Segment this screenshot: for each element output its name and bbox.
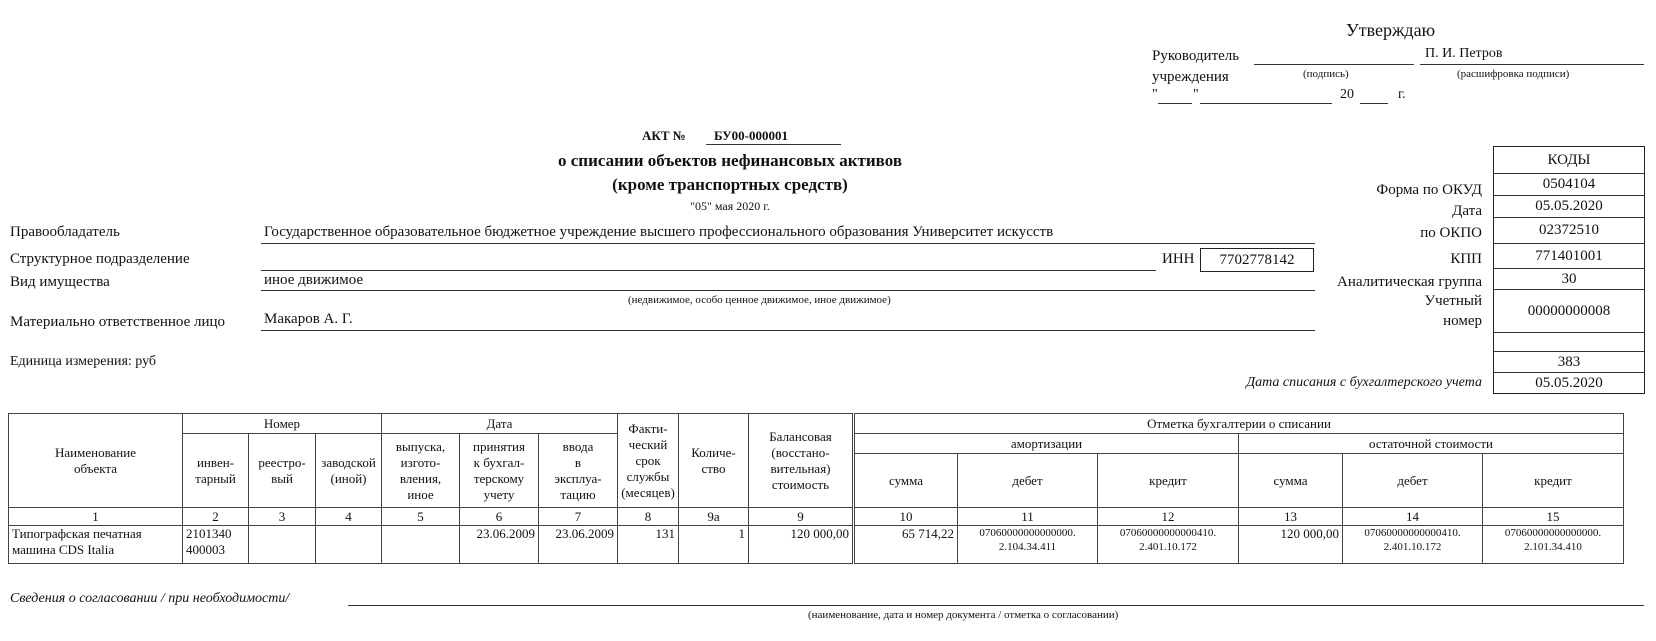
date-label: Дата <box>1452 203 1482 219</box>
cell-amort-credit: 07060000000000410. 2.401.10.172 <box>1098 526 1239 564</box>
cell-amort-sum: 65 714,22 <box>854 526 958 564</box>
header-name: Наименование объекта <box>9 414 183 508</box>
group-code: 30 <box>1494 269 1644 290</box>
header-balance: Балансовая (восстано- вительная) стоимость <box>749 414 854 508</box>
header-resid-credit: кредит <box>1483 454 1624 508</box>
cell-inventory: 2101340 400003 <box>183 526 249 564</box>
quote-close: " <box>1193 87 1199 102</box>
division-label: Структурное подразделение <box>10 251 190 267</box>
inn-value: 7702778142 <box>1200 248 1314 272</box>
head-label-2: учреждения <box>1152 69 1229 85</box>
responsible-value: Макаров А. Г. <box>264 311 353 327</box>
month-line <box>1200 103 1332 104</box>
header-resid-debit: дебет <box>1343 454 1483 508</box>
cell-factory <box>316 526 382 564</box>
cell-resid-debit: 07060000000000410. 2.401.10.172 <box>1343 526 1483 564</box>
cell-accepted: 23.06.2009 <box>460 526 539 564</box>
cell-resid-credit: 07060000000000000. 2.101.34.410 <box>1483 526 1624 564</box>
kpp-code: 771401001 <box>1494 244 1644 269</box>
responsible-label: Материально ответственное лицо <box>10 314 226 330</box>
cell-qty: 1 <box>679 526 749 564</box>
unit-code: 383 <box>1494 352 1644 373</box>
header-amort-sum: сумма <box>854 454 958 508</box>
col-number: 15 <box>1483 508 1624 526</box>
col-number: 12 <box>1098 508 1239 526</box>
act-number-line <box>706 144 841 145</box>
responsible-line <box>261 330 1315 331</box>
cell-name: Типографская печатная машина CDS Italia <box>9 526 183 564</box>
header-life: Факти- ческий срок службы (месяцев) <box>618 414 679 508</box>
cell-amort-debit: 07060000000000000. 2.104.34.411 <box>958 526 1098 564</box>
agree-line <box>348 605 1644 606</box>
approve-title: Утверждаю <box>1346 20 1436 40</box>
col-number: 9а <box>679 508 749 526</box>
header-inventory: инвен- тарный <box>183 434 249 508</box>
property-value: иное движимое <box>264 272 364 288</box>
division-line <box>261 270 1156 271</box>
col-number: 6 <box>460 508 539 526</box>
codes-header: КОДЫ <box>1494 147 1644 174</box>
col-number: 11 <box>958 508 1098 526</box>
agree-hint: (наименование, дата и номер документа / отметка о согласовании) <box>808 609 1119 621</box>
col-number: 9 <box>749 508 854 526</box>
header-number: Номер <box>183 414 382 434</box>
group-label: Аналитическая группа <box>1336 274 1482 290</box>
kpp-label: КПП <box>1450 251 1482 267</box>
agree-label: Сведения о согласовании / при необходимости/ <box>10 591 290 606</box>
property-hint: (недвижимое, особо ценное движимое, иное движимое) <box>628 294 891 306</box>
table-row <box>9 526 1624 564</box>
owner-line <box>261 243 1315 244</box>
header-made: выпуска, изгото- вления, иное <box>382 434 460 508</box>
col-number: 4 <box>316 508 382 526</box>
act-number: БУ00-000001 <box>714 128 789 143</box>
col-number: 14 <box>1343 508 1483 526</box>
year-suffix: г. <box>1398 87 1406 102</box>
header-qty: Количе- ство <box>679 414 749 508</box>
col-number: 13 <box>1239 508 1343 526</box>
header-residual: остаточной стоимости <box>1239 434 1624 454</box>
year-prefix: 20 <box>1340 87 1354 102</box>
header-mark: Отметка бухгалтерии о списании <box>854 414 1624 434</box>
col-number: 3 <box>249 508 316 526</box>
inn-label: ИНН <box>1162 251 1195 267</box>
year-line <box>1360 103 1388 104</box>
account-label: Учетный <box>1424 293 1482 309</box>
owner-value: Государственное образовательное бюджетное учреждение высшего профессионального образования Университет искусств <box>264 224 1054 240</box>
act-number-label: АКТ № <box>642 128 686 143</box>
unit-label: Единица измерения: руб <box>10 354 157 369</box>
header-used: ввода в эксплуа- тацию <box>539 434 618 508</box>
header-resid-sum: сумма <box>1239 454 1343 508</box>
writeoff-date: 05.05.2020 <box>1535 375 1603 391</box>
col-number: 2 <box>183 508 249 526</box>
col-number: 8 <box>618 508 679 526</box>
cell-made <box>382 526 460 564</box>
header-registry: реестро- вый <box>249 434 316 508</box>
act-subtitle: (кроме транспортных средств) <box>612 175 848 194</box>
blank-code <box>1494 333 1644 352</box>
col-number: 1 <box>9 508 183 526</box>
name-line <box>1420 64 1644 65</box>
signature-line <box>1254 64 1414 65</box>
header-accepted: принятия к бухгал- терскому учету <box>460 434 539 508</box>
assets-table <box>8 413 1624 564</box>
writeoff-label: Дата списания с бухгалтерского учета <box>1246 375 1482 390</box>
owner-label: Правообладатель <box>10 224 120 240</box>
act-date: "05" мая 2020 г. <box>690 199 770 213</box>
cell-used: 23.06.2009 <box>539 526 618 564</box>
cell-balance: 120 000,00 <box>749 526 854 564</box>
okpo-code: 02372510 <box>1494 218 1644 244</box>
date-code: 05.05.2020 <box>1494 196 1644 218</box>
property-line <box>261 290 1315 291</box>
day-line <box>1158 103 1192 104</box>
cell-resid-sum: 120 000,00 <box>1239 526 1343 564</box>
head-name: П. И. Петров <box>1425 46 1503 61</box>
quote-open: " <box>1152 87 1158 102</box>
col-number: 7 <box>539 508 618 526</box>
okud-code: 0504104 <box>1494 174 1644 196</box>
okud-label: Форма по ОКУД <box>1376 182 1482 198</box>
okpo-label: по ОКПО <box>1420 225 1482 241</box>
signature-hint: (подпись) <box>1303 68 1349 80</box>
col-number: 5 <box>382 508 460 526</box>
decode-hint: (расшифровка подписи) <box>1457 68 1570 80</box>
property-label: Вид имущества <box>10 274 110 290</box>
account-code: 00000000008 <box>1494 290 1644 333</box>
account-label-2: номер <box>1443 313 1482 329</box>
codes-box <box>1493 146 1645 394</box>
header-factory: заводской (иной) <box>316 434 382 508</box>
header-amort-credit: кредит <box>1098 454 1239 508</box>
head-label: Руководитель <box>1152 48 1240 64</box>
col-number: 10 <box>854 508 958 526</box>
header-date: Дата <box>382 414 618 434</box>
cell-life: 131 <box>618 526 679 564</box>
cell-registry <box>249 526 316 564</box>
act-title: о списании объектов нефинансовых активов <box>557 151 903 170</box>
header-amortization: амортизации <box>854 434 1239 454</box>
header-amort-debit: дебет <box>958 454 1098 508</box>
